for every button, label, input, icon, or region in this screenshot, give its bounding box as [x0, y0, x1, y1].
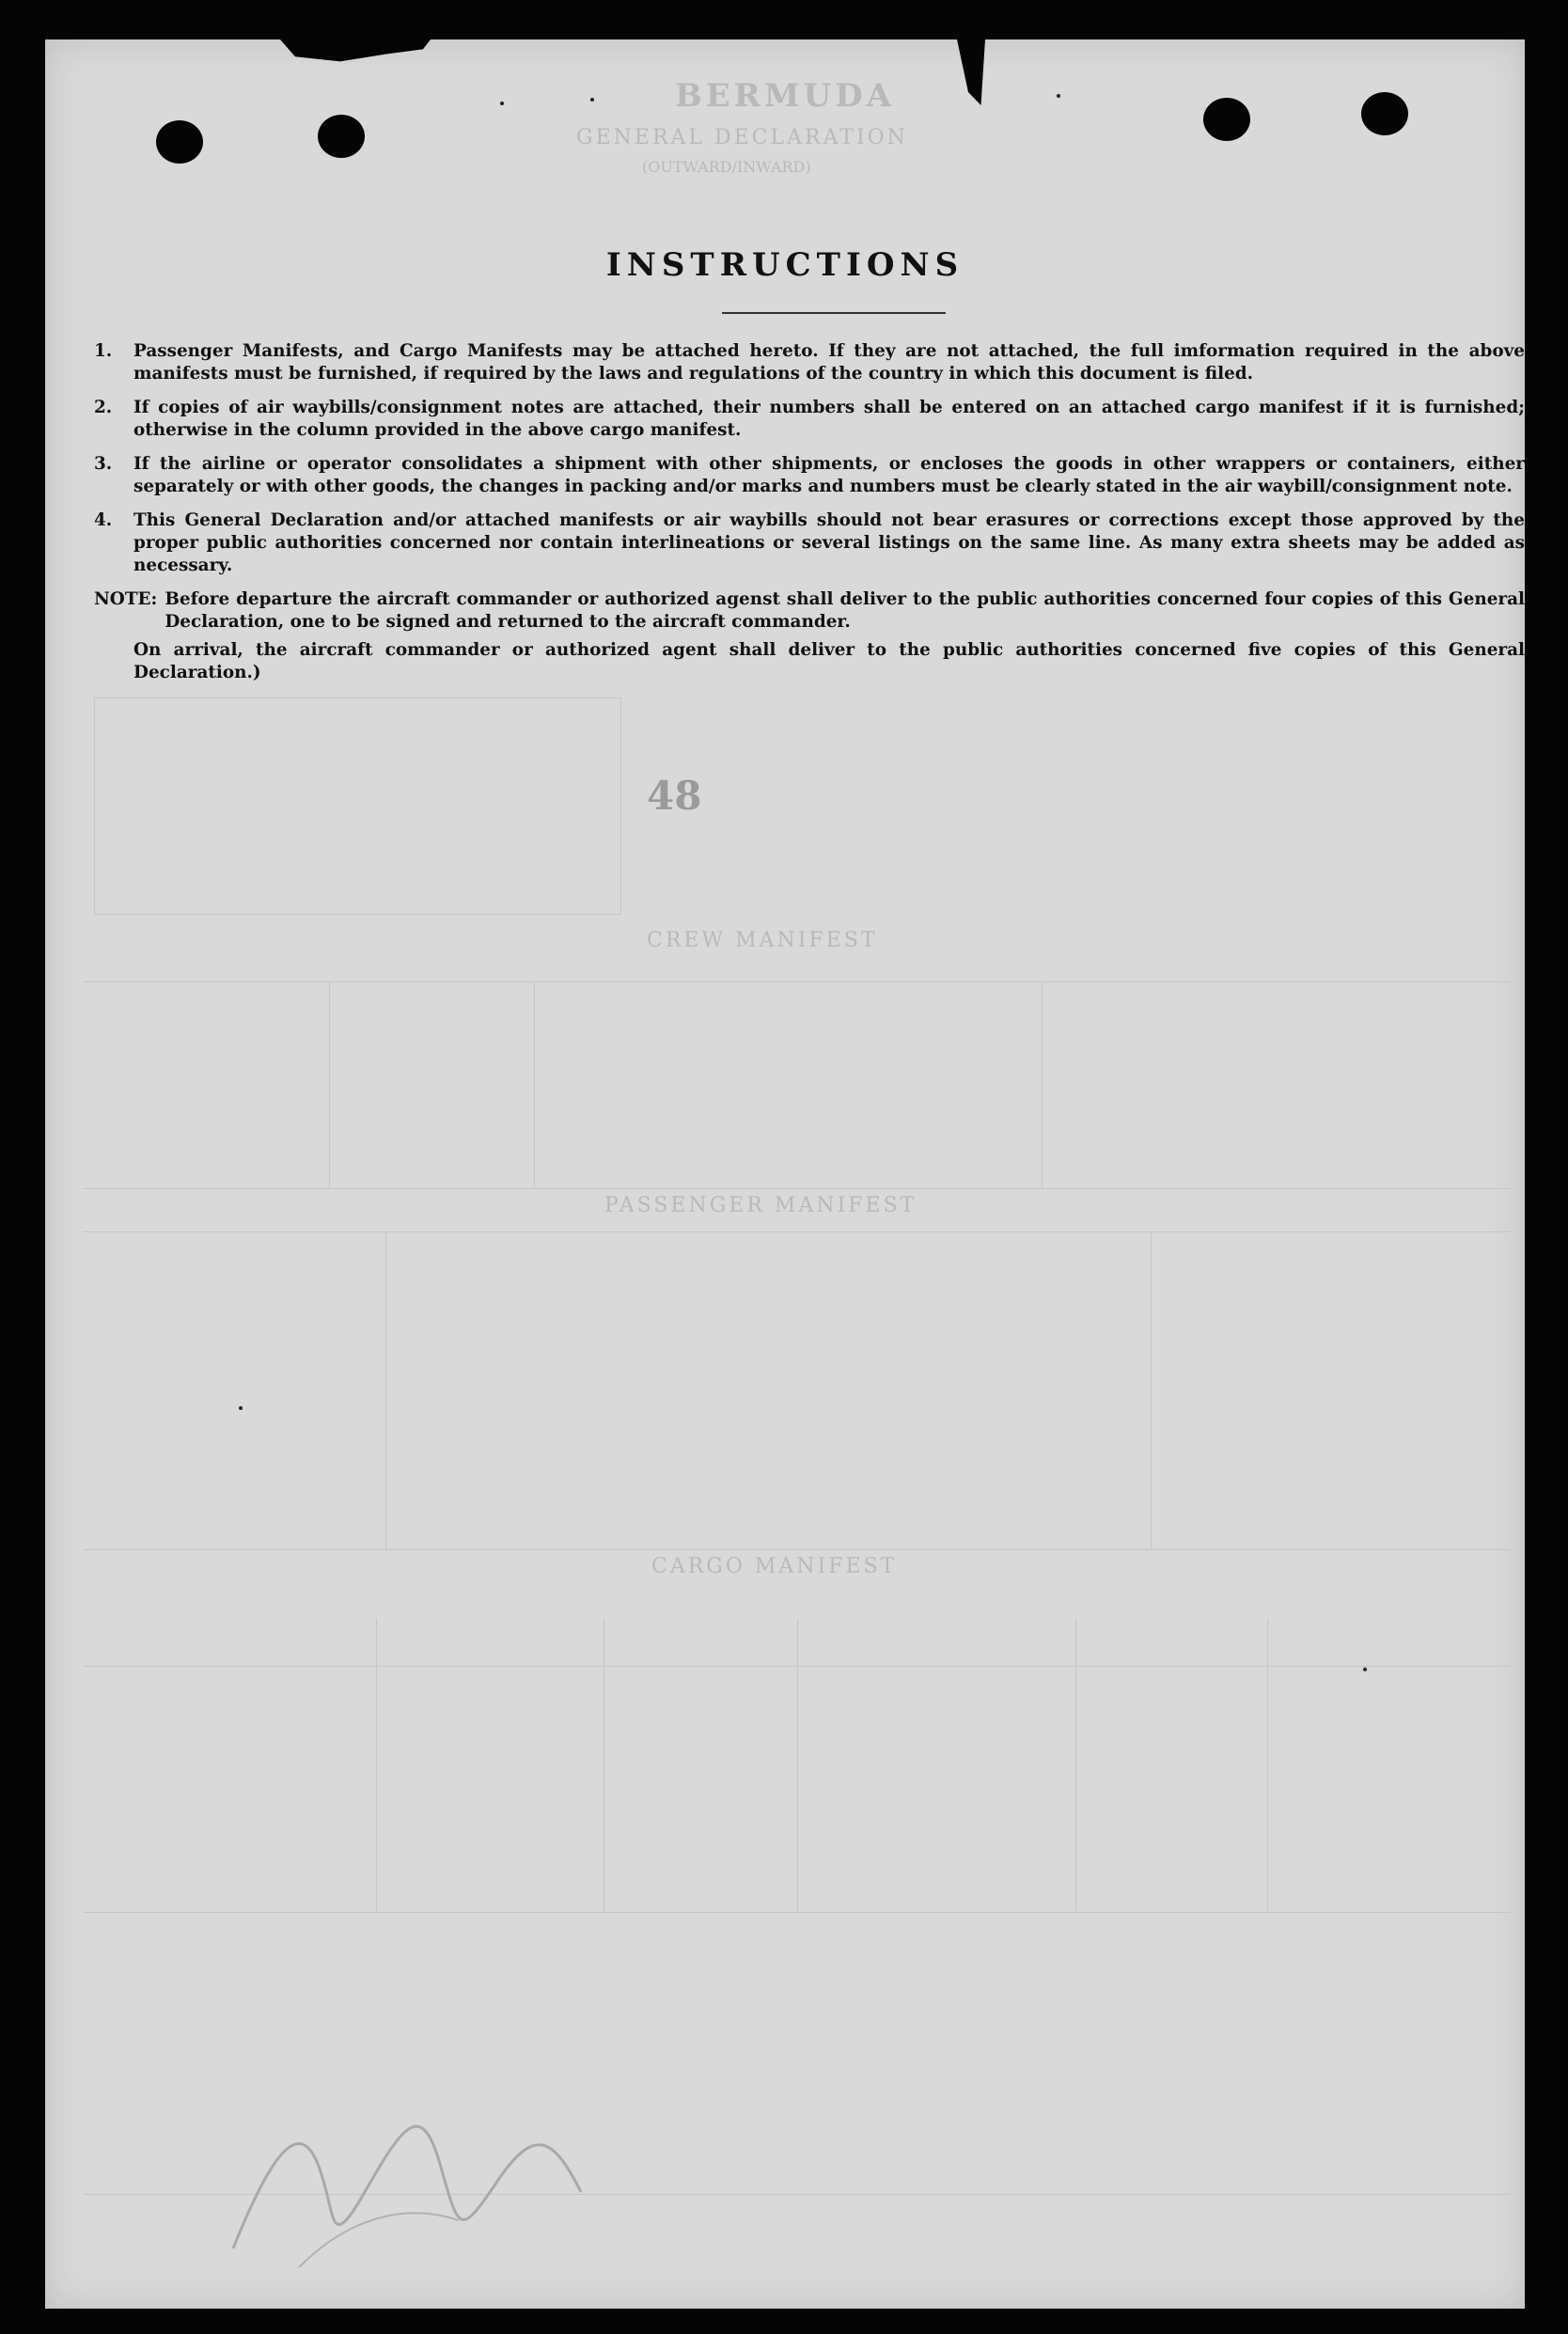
page-title: INSTRUCTIONS	[605, 246, 964, 284]
instruction-item	[94, 397, 1525, 442]
speck	[239, 1406, 243, 1410]
form-column	[329, 981, 330, 1188]
punch-hole	[156, 120, 203, 164]
form-column	[1075, 1619, 1076, 1912]
document-page	[45, 39, 1525, 2309]
form-column	[1151, 1231, 1152, 1549]
punch-hole	[1203, 98, 1250, 141]
torn-edge	[957, 39, 985, 105]
instruction-number: 3.	[94, 454, 113, 474]
torn-edge	[280, 39, 431, 64]
form-box	[620, 697, 621, 914]
note-label: NOTE:	[94, 589, 158, 609]
form-column	[1267, 1619, 1268, 1912]
instructions-list	[94, 340, 1525, 684]
speck	[500, 102, 504, 105]
note-arrival-text: On arrival, the aircraft commander or authorized agent shall deliver to the public authorities concerned five copies of this General Declaration.)	[133, 640, 1525, 682]
form-box	[94, 697, 620, 698]
show-through-form-title: GENERAL DECLARATION	[576, 126, 908, 149]
form-box	[94, 914, 620, 915]
instruction-item	[94, 453, 1525, 498]
form-line	[83, 1549, 1512, 1550]
instruction-text: Passenger Manifests, and Cargo Manifests may be attached hereto. If they are not attached, the full imformation required in the above manifests must be furnished, if required by the laws and regulations of the country in which this document is filed.	[133, 341, 1525, 384]
instruction-text: If copies of air waybills/consignment notes are attached, their numbers shall be entered on an attached cargo manifest if it is furnished; otherwise in the column provided in the above cargo manifest.	[133, 398, 1525, 440]
speck	[1057, 94, 1060, 98]
form-column	[797, 1619, 798, 1912]
form-line	[83, 1188, 1512, 1189]
show-through-country: BERMUDA	[675, 77, 896, 115]
show-through-crew-manifest: CREW MANIFEST	[647, 929, 878, 952]
show-through-form-subtitle: (OUTWARD/INWARD)	[642, 158, 811, 176]
instruction-number: 4.	[94, 510, 113, 530]
show-through-passenger-manifest: PASSENGER MANIFEST	[604, 1194, 917, 1217]
form-column	[385, 1231, 386, 1549]
form-column	[534, 981, 535, 1188]
instruction-number: 2.	[94, 398, 113, 417]
instruction-item	[94, 509, 1525, 577]
instruction-text: If the airline or operator consolidates a shipment with other shipments, or encloses the goods in other wrappers or containers, either separately or with other goods, the changes in packing and/or marks and numbers must be clearly stated in the air waybill/consignment note.	[133, 454, 1525, 496]
form-box	[94, 697, 95, 914]
show-through-signature	[214, 2079, 609, 2286]
show-through-stamp: 48	[647, 773, 702, 819]
show-through-cargo-manifest: CARGO MANIFEST	[651, 1555, 898, 1578]
instruction-text: This General Declaration and/or attached manifests or air waybills should not bear erasures or corrections except those approved by the proper public authorities concerned nor contain interlineations or several listings on the same line. As many extra sheets may be added as necessary.	[133, 510, 1525, 575]
note-text: Before departure the aircraft commander or authorized agenst shall deliver to the public authorities concerned four copies of this General Declaration, one to be signed and returned to the aircraft commander.	[165, 589, 1525, 632]
form-column	[1042, 981, 1043, 1188]
punch-hole	[1361, 92, 1408, 135]
speck	[590, 98, 594, 102]
form-column	[376, 1619, 377, 1912]
form-line	[83, 981, 1512, 982]
instruction-number: 1.	[94, 341, 113, 361]
form-line	[83, 1231, 1512, 1232]
speck	[1363, 1668, 1367, 1671]
form-line	[83, 1912, 1512, 1913]
punch-hole	[318, 115, 365, 158]
instruction-item	[94, 340, 1525, 385]
note	[94, 588, 1525, 634]
title-underline	[722, 312, 946, 314]
